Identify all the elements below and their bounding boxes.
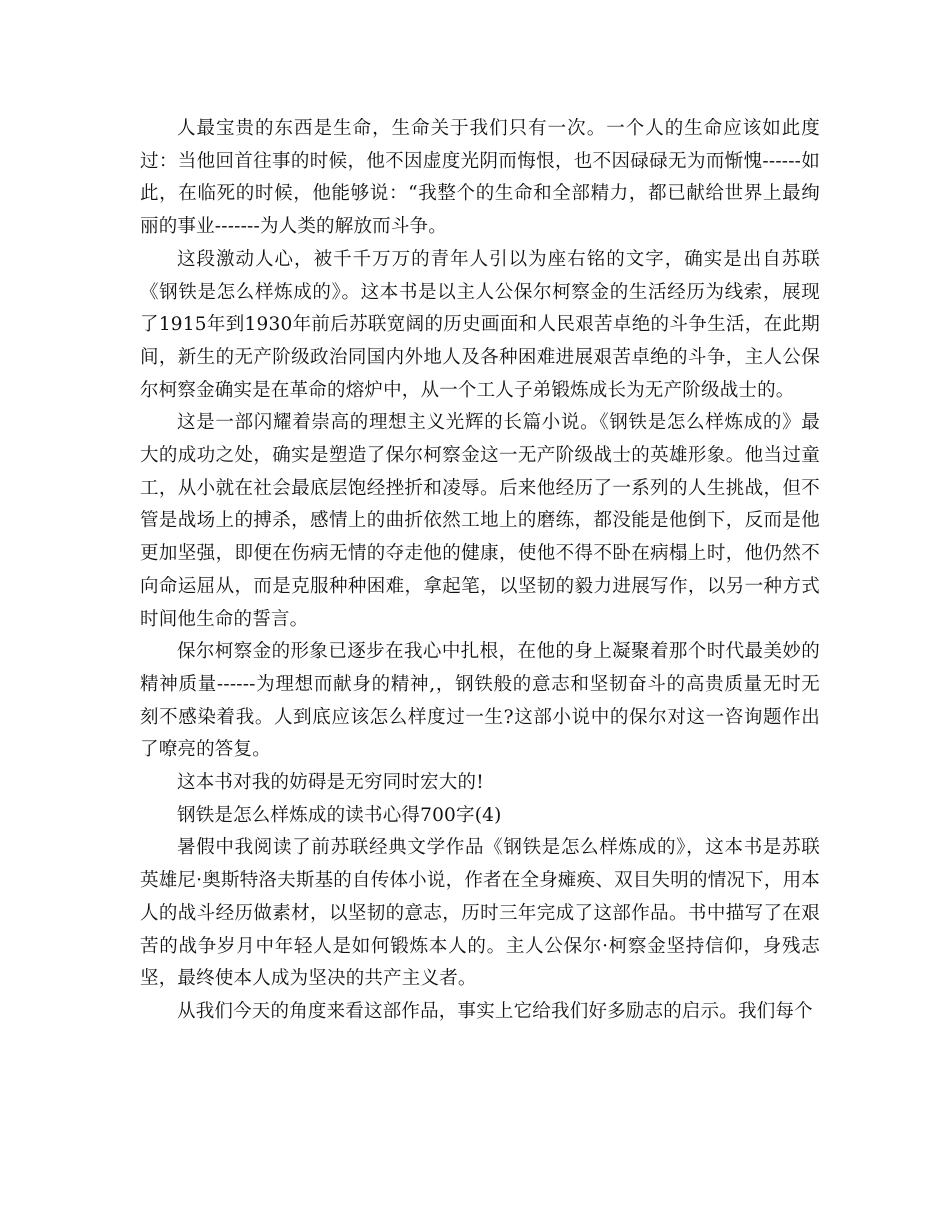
paragraph-7: 从我们今天的角度来看这部作品，事实上它给我们好多励志的启示。我们每个 [177,1000,813,1022]
document-page [140,113,820,1029]
paragraph-6: 暑假中我阅读了前苏联经典文学作品《钢铁是怎么样炼成的》，这本书是苏联英雄尼·奥斯特洛夫斯基的自传体小说，作者在全身瘫痪、双目失明的情况下，用本人的战斗经历做素材，以坚韧的意志，历时三年完成了这部作品。书中描写了在艰苦的战争岁月中年轻人是如何锻炼本人的。主人公保尔·柯察金坚持信仰，身残志坚，最终使本人成为坚决的共产主义者。 [140,837,820,990]
section-heading: 钢铁是怎么样炼成的读书心得700字(4) [177,804,502,826]
paragraph-1: 人最宝贵的东西是生命，生命关于我们只有一次。一个人的生命应该如此度过：当他回首往事的时候，他不因虚度光阴而悔恨，也不因碌碌无为而惭愧------如此，在临死的时候，他能够说：“我整个的生命和全部精力，都已献给世界上最绚丽的事业-------为人类的解放而斗争。 [140,118,820,238]
paragraph-4: 保尔柯察金的形象已逐步在我心中扎根，在他的身上凝聚着那个时代最美妙的精神质量------为理想而献身的精神,，钢铁般的意志和坚韧奋斗的高贵质量无时无刻不感染着我。人到底应该怎么样度过一生?这部小说中的保尔对这一咨询题作出了嘹亮的答复。 [140,641,820,761]
paragraph-3: 这是一部闪耀着崇高的理想主义光辉的长篇小说。《钢铁是怎么样炼成的》最大的成功之处，确实是塑造了保尔柯察金这一无产阶级战士的英雄形象。他当过童工，从小就在社会最底层饱经挫折和凌辱。后来他经历了一系列的人生挑战，但不管是战场上的搏杀，感情上的曲折依然工地上的磨练，都没能是他倒下，反而是他更加坚强，即便在伤病无情的夺走他的健康，使他不得不卧在病榻上时，他仍然不向命运屈从，而是克服种种困难，拿起笔，以坚韧的毅力进展写作，以另一种方式时间他生命的誓言。 [140,412,820,630]
paragraph-5: 这本书对我的妨碍是无穷同时宏大的! [177,772,484,794]
paragraph-2: 这段激动人心，被千千万万的青年人引以为座右铭的文字，确实是出自苏联《钢铁是怎么样炼成的》。这本书是以主人公保尔柯察金的生活经历为线索，展现了1915年到1930年前后苏联宽阔的历史画面和人民艰苦卓绝的斗争生活，在此期间，新生的无产阶级政治同国内外地人及各种困难进展艰苦卓绝的斗争，主人公保尔柯察金确实是在革命的熔炉中，从一个工人子弟锻炼成长为无产阶级战士的。 [140,248,820,401]
